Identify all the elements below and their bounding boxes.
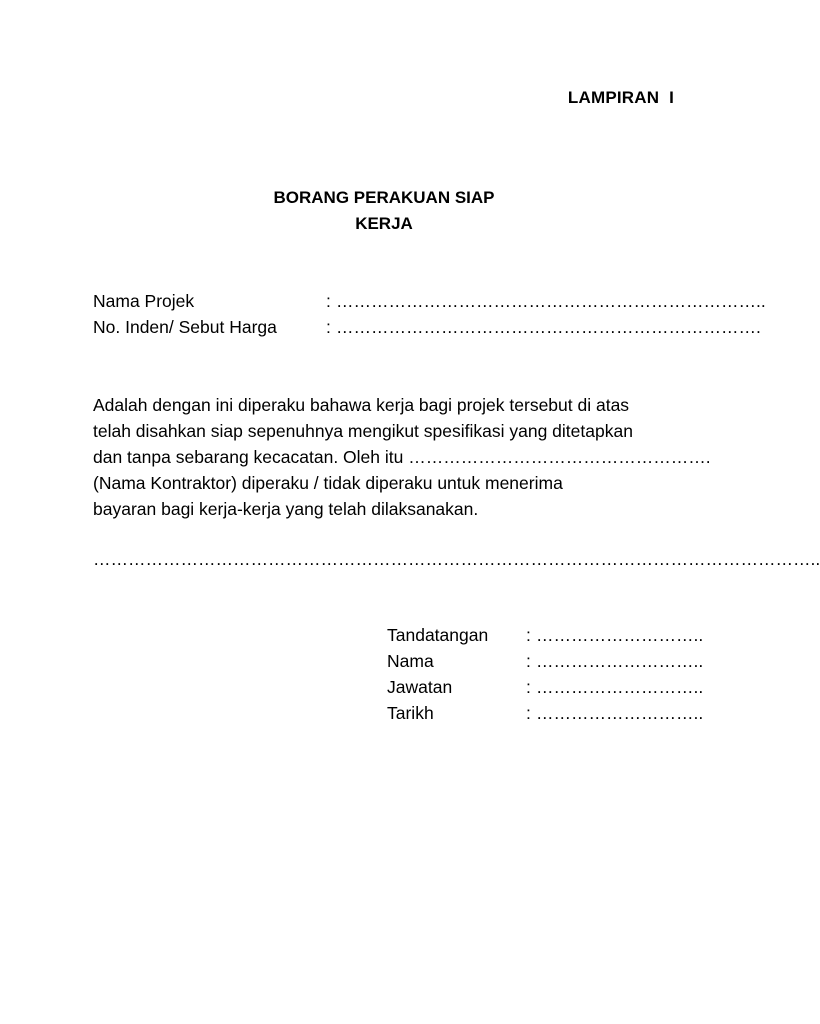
signature-label: Nama: [387, 651, 434, 671]
signature-row-tarikh: [387, 700, 704, 726]
declaration-paragraph: [93, 392, 711, 522]
field-blank: ……………………………………………………………….: [336, 317, 761, 337]
paragraph-line: dan tanpa sebarang kecacatan. Oleh itu …………………………………………….: [93, 447, 711, 467]
signature-blank: ………………………..: [536, 703, 704, 723]
field-no-inden: [93, 315, 761, 339]
signature-blank: ………………………..: [536, 677, 704, 697]
signature-blank: ………………………..: [536, 651, 704, 671]
signature-label: Jawatan: [387, 677, 453, 697]
field-colon: :: [326, 317, 331, 337]
signature-colon: :: [526, 651, 531, 671]
lampiran-heading: LAMPIRAN I: [567, 88, 674, 107]
signature-blank: ………………………..: [536, 625, 704, 645]
paragraph-line: Adalah dengan ini diperaku bahawa kerja bagi projek tersebut di atas: [93, 395, 630, 415]
form-title-line-1: BORANG PERAKUAN SIAP: [273, 188, 495, 207]
signature-colon: :: [526, 677, 531, 697]
paragraph-line: bayaran bagi kerja-kerja yang telah dilaksanakan.: [93, 499, 479, 519]
field-label: Nama Projek: [93, 291, 195, 311]
field-blank: ………………………………………………………………..: [336, 291, 766, 311]
signature-label: Tarikh: [387, 703, 434, 723]
signature-label: Tandatangan: [387, 625, 489, 645]
signature-row-jawatan: [387, 674, 704, 700]
field-colon: :: [326, 291, 331, 311]
field-label: No. Inden/ Sebut Harga: [93, 317, 277, 337]
signature-row-nama: [387, 648, 704, 674]
form-title-line-2: KERJA: [355, 214, 413, 233]
signature-colon: :: [526, 703, 531, 723]
signature-colon: :: [526, 625, 531, 645]
signature-row-tandatangan: [387, 622, 704, 648]
remarks-blank-line: ……………………………………………………………………………………………………………..: [93, 549, 820, 569]
paragraph-line: (Nama Kontraktor) diperaku / tidak diperaku untuk menerima: [93, 473, 563, 493]
field-nama-projek: [93, 289, 766, 313]
paragraph-line: telah disahkan siap sepenuhnya mengikut spesifikasi yang ditetapkan: [93, 421, 633, 441]
